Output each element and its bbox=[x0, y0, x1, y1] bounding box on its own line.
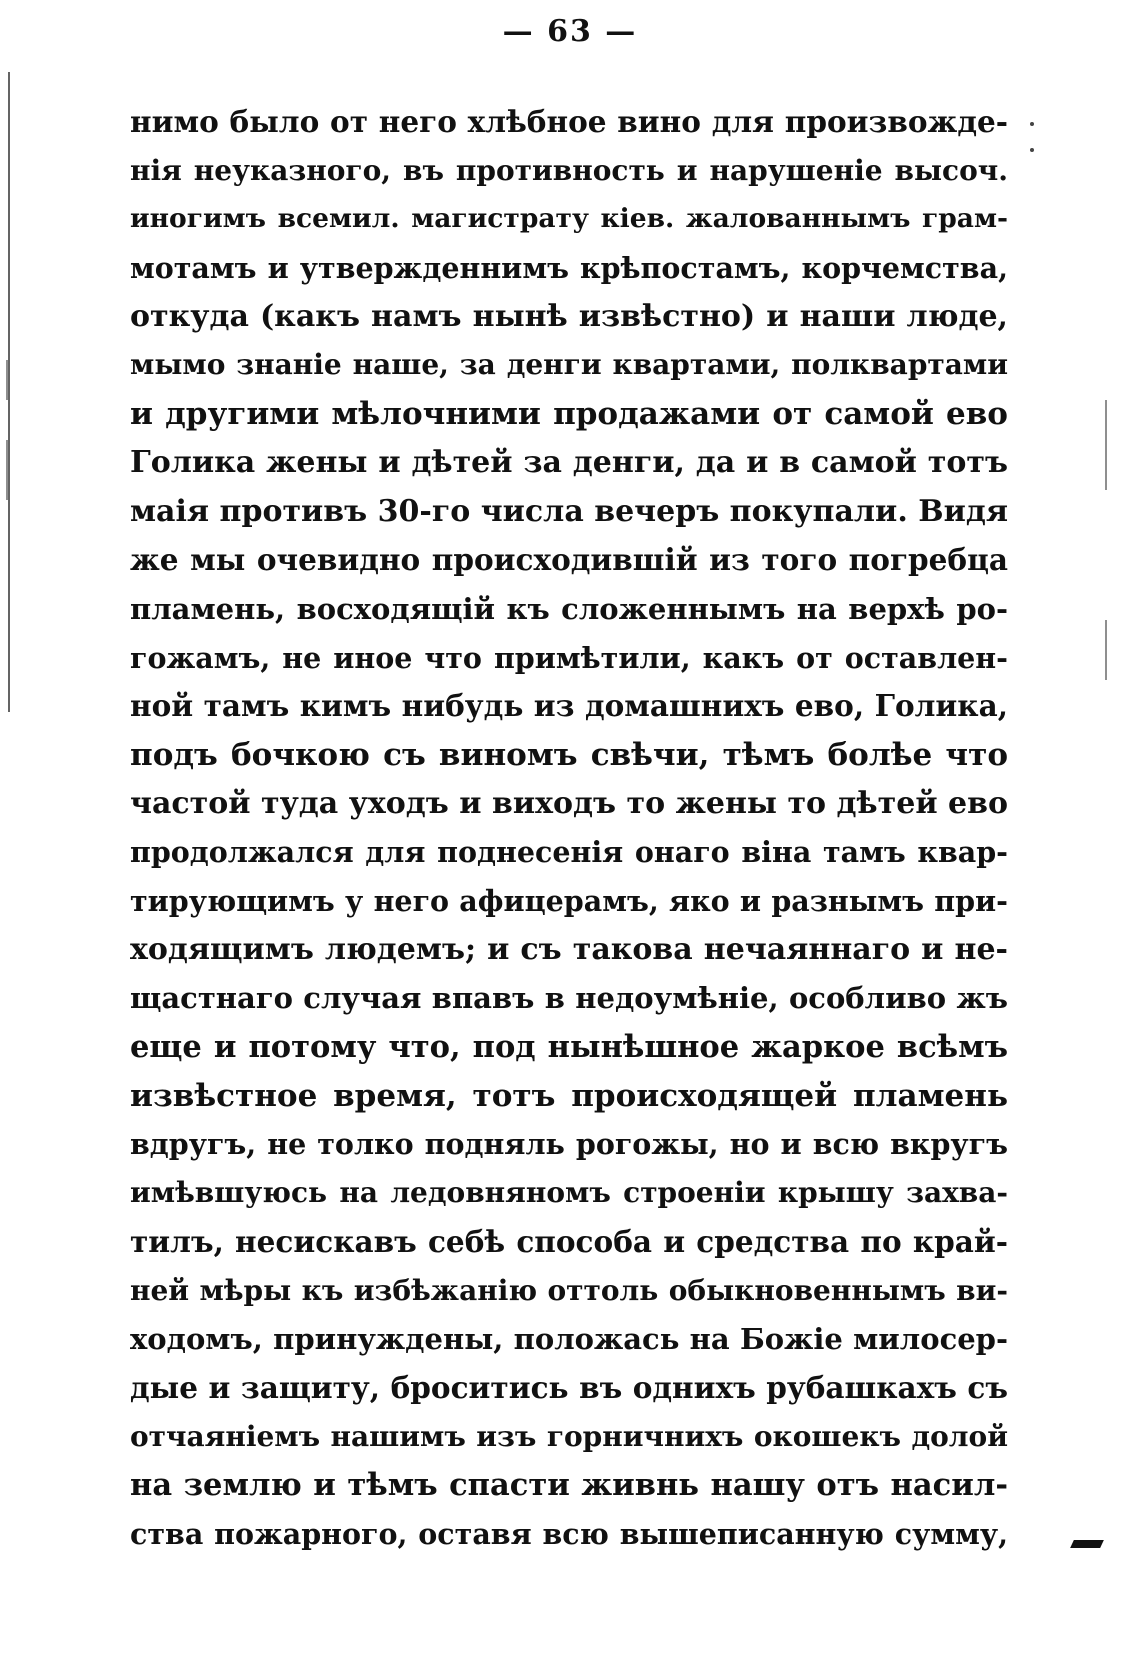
text-line: тирующимъ у него афицерамъ, яко и разнымъ при- bbox=[130, 884, 1008, 918]
catchword-mark bbox=[1070, 1540, 1104, 1548]
text-line: отчаяніемъ нашимъ изъ горничнихъ окошекъ долой bbox=[130, 1419, 1008, 1453]
margin-dot bbox=[1030, 122, 1034, 126]
text-line: щастнаго случая впавъ в недоумѣніе, особливо жъ bbox=[130, 981, 1008, 1016]
text-line: вдругъ, не толко подняль рогожы, но и всю вкругъ bbox=[130, 1127, 1008, 1162]
text-line: тилъ, несискавъ себѣ способа и средства по край- bbox=[130, 1223, 1008, 1259]
text-line: ства пожарного, оставя всю вышеписанную сумму, bbox=[130, 1516, 1008, 1551]
text-line: извѣстное время, тотъ происходящей пламень bbox=[130, 1077, 1008, 1114]
text-line: же мы очевидно происходившій из того погребца bbox=[130, 542, 1008, 578]
text-line: продолжался для поднесенія онаго віна тамъ квар- bbox=[130, 835, 1008, 870]
text-line: ходомъ, принуждены, положась на Божіе милосер- bbox=[130, 1322, 1008, 1357]
page-number: — 63 — bbox=[502, 14, 638, 49]
text-line: маія противъ 30-го числа вечеръ покупали. Видя bbox=[130, 493, 1008, 529]
text-line: ходящимъ людемъ; и съ такова нечаяннаго и не- bbox=[130, 931, 1008, 967]
margin-rule bbox=[8, 72, 10, 712]
text-line: ной тамъ кимъ нибудь из домашнихъ ево, Голика, bbox=[130, 688, 1008, 724]
margin-mark bbox=[6, 360, 8, 400]
margin-dot bbox=[1030, 148, 1034, 152]
text-line: ней мѣры къ избѣжанію оттоль обыкновеннымъ ви- bbox=[130, 1273, 1008, 1307]
margin-mark bbox=[1105, 400, 1107, 490]
text-line: и другими мѣлочними продажами от самой ево bbox=[130, 396, 1008, 433]
text-line: иногимъ всемил. магистрату кіев. жалованнымъ грам- bbox=[130, 203, 1008, 235]
text-line: нимо было от него хлѣбное вино для произвожде- bbox=[130, 104, 1008, 139]
text-line: на землю и тѣмъ спасти живнь нашу отъ насил- bbox=[130, 1467, 1008, 1504]
margin-mark bbox=[1105, 620, 1107, 680]
text-line: пламень, восходящій къ сложеннымъ на верхѣ ро- bbox=[130, 591, 1008, 626]
text-line: еще и потому что, под нынѣшное жаркое всѣмъ bbox=[130, 1029, 1008, 1066]
text-line: подъ бочкою съ виномъ свѣчи, тѣмъ болѣе что bbox=[130, 736, 1008, 773]
text-line: гожамъ, не иное что примѣтили, какъ от оставлен- bbox=[130, 640, 1008, 675]
margin-mark bbox=[6, 440, 8, 500]
body-text bbox=[130, 98, 1008, 1559]
text-line: откуда (какъ намъ нынѣ извѣстно) и наши люде, bbox=[130, 298, 1008, 334]
text-line: мымо знаніе наше, за денги квартами, полквартами bbox=[130, 348, 1008, 382]
text-line: частой туда уходъ и виходъ то жены то дѣтей ево bbox=[130, 785, 1008, 821]
text-line: имѣвшуюсь на ледовняномъ строеніи крышу захва- bbox=[130, 1176, 1008, 1210]
text-line: дые и защиту, броситись въ однихъ рубашкахъ съ bbox=[130, 1369, 1008, 1405]
text-line: мотамъ и утвержденнимъ крѣпостамъ, корчемства, bbox=[130, 251, 1008, 286]
text-line: нія неуказного, въ противность и нарушеніе высоч. bbox=[130, 153, 1008, 187]
text-line: Голика жены и дѣтей за денги, да и в самой тотъ bbox=[130, 444, 1008, 480]
